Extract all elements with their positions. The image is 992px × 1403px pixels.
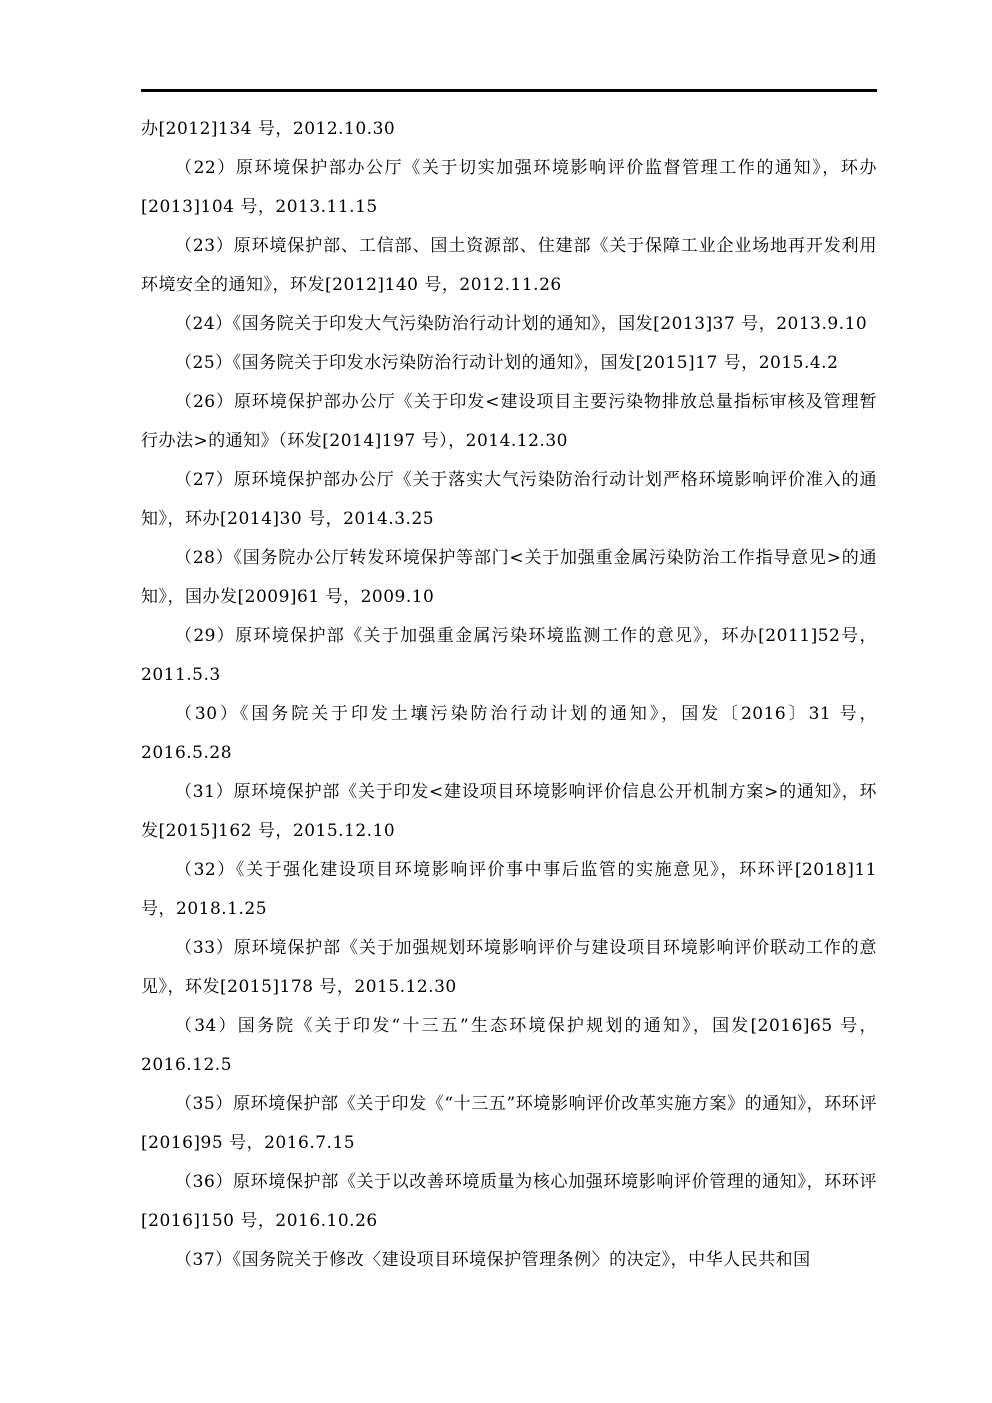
document-body bbox=[141, 110, 883, 1280]
reference-item-33: （33）原环境保护部《关于加强规划环境影响评价与建设项目环境影响评价联动工作的意见》，环发[2015]178 号，2015.12.30 bbox=[141, 938, 877, 997]
reference-item-29: （29）原环境保护部《关于加强重金属污染环境监测工作的意见》，环办[2011]52号，2011.5.3 bbox=[141, 626, 877, 685]
reference-item-24: （24）《国务院关于印发大气污染防治行动计划的通知》，国发[2013]37 号，2013.9.10 bbox=[175, 314, 868, 334]
header-rule bbox=[141, 89, 877, 92]
reference-item-34: （34）国务院《关于印发“十三五”生态环境保护规划的通知》，国发[2016]65 号，2016.12.5 bbox=[141, 1016, 877, 1075]
reference-item-27: （27）原环境保护部办公厅《关于落实大气污染防治行动计划严格环境影响评价准入的通知》，环办[2014]30 号，2014.3.25 bbox=[141, 470, 877, 529]
reference-item-37: （37）《国务院关于修改〈建设项目环境保护管理条例〉的决定》，中华人民共和国 bbox=[175, 1250, 811, 1270]
reference-item-26: （26）原环境保护部办公厅《关于印发<建设项目主要污染物排放总量指标审核及管理暂行办法>的通知》（环发[2014]197 号），2014.12.30 bbox=[141, 392, 877, 451]
reference-item-30: （30）《国务院关于印发土壤污染防治行动计划的通知》，国发〔2016〕31 号，2016.5.28 bbox=[141, 704, 877, 763]
reference-item-35: （35）原环境保护部《关于印发《“十三五”环境影响评价改革实施方案》的通知》，环环评[2016]95 号，2016.7.15 bbox=[141, 1094, 877, 1153]
reference-item-31: （31）原环境保护部《关于印发<建设项目环境影响评价信息公开机制方案>的通知》，环发[2015]162 号，2015.12.10 bbox=[141, 782, 877, 841]
reference-item-23: （23）原环境保护部、工信部、国土资源部、住建部《关于保障工业企业场地再开发利用环境安全的通知》，环发[2012]140 号，2012.11.26 bbox=[141, 236, 877, 295]
reference-item-22: （22）原环境保护部办公厅《关于切实加强环境影响评价监督管理工作的通知》，环办[2013]104 号，2013.11.15 bbox=[141, 158, 877, 217]
paragraph-continuation: 办[2012]134 号，2012.10.30 bbox=[141, 119, 396, 139]
reference-item-36: （36）原环境保护部《关于以改善环境质量为核心加强环境影响评价管理的通知》，环环评[2016]150 号，2016.10.26 bbox=[141, 1172, 877, 1231]
reference-item-28: （28）《国务院办公厅转发环境保护等部门<关于加强重金属污染防治工作指导意见>的通知》，国办发[2009]61 号，2009.10 bbox=[141, 548, 877, 607]
reference-item-32: （32）《关于强化建设项目环境影响评价事中事后监管的实施意见》，环环评[2018]11 号，2018.1.25 bbox=[141, 860, 883, 919]
reference-item-25: （25）《国务院关于印发水污染防治行动计划的通知》，国发[2015]17 号，2015.4.2 bbox=[175, 353, 839, 373]
